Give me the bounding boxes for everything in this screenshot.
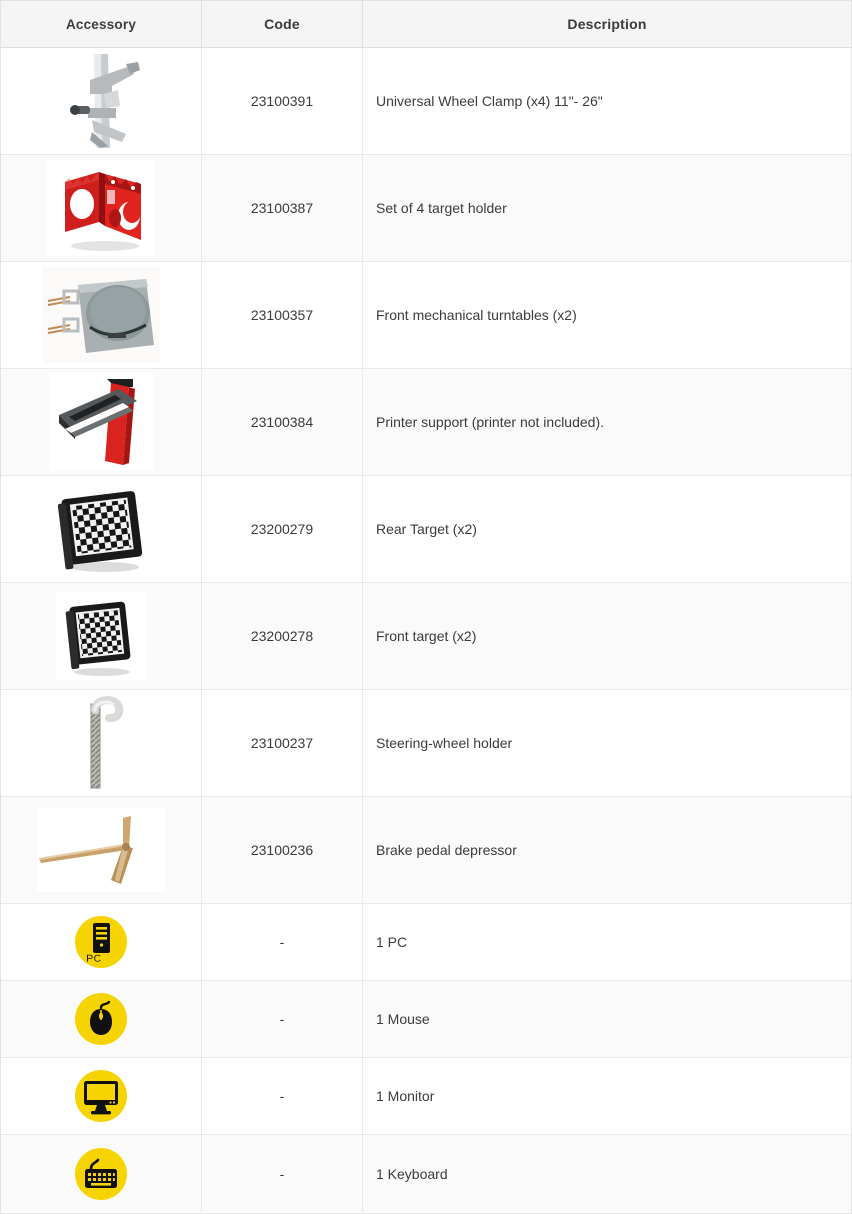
header-description: Description xyxy=(362,1,851,47)
accessory-cell xyxy=(1,797,201,903)
printer-support-photo xyxy=(49,373,153,471)
description-cell: Printer support (printer not included). xyxy=(362,369,851,475)
description-cell: 1 Keyboard xyxy=(362,1135,851,1212)
target-holder-photo xyxy=(47,160,155,256)
code-cell: 23100387 xyxy=(201,155,362,261)
code-cell: 23100236 xyxy=(201,797,362,903)
accessory-cell xyxy=(1,476,201,582)
keyboard-icon xyxy=(74,1147,128,1201)
turntable-photo xyxy=(42,267,160,363)
front-target-photo xyxy=(56,592,146,680)
description-cell: 1 Monitor xyxy=(362,1058,851,1134)
rear-target-photo xyxy=(49,483,153,575)
accessory-cell xyxy=(1,981,201,1057)
code-cell: - xyxy=(201,904,362,980)
pc-icon xyxy=(74,915,128,969)
table-row xyxy=(1,981,851,1058)
description-cell: 1 Mouse xyxy=(362,981,851,1057)
table-header-row xyxy=(1,1,851,48)
table-row xyxy=(1,369,851,476)
code-cell: 23100237 xyxy=(201,690,362,796)
code-cell: - xyxy=(201,1135,362,1212)
table-row xyxy=(1,797,851,904)
table-row xyxy=(1,583,851,690)
table-row xyxy=(1,1135,851,1212)
accessory-cell xyxy=(1,904,201,980)
code-cell: 23100384 xyxy=(201,369,362,475)
brake-depressor-photo xyxy=(37,808,165,892)
accessory-cell xyxy=(1,48,201,154)
description-cell: Set of 4 target holder xyxy=(362,155,851,261)
steering-holder-photo xyxy=(65,694,137,792)
monitor-icon xyxy=(74,1069,128,1123)
accessory-cell xyxy=(1,690,201,796)
accessory-cell xyxy=(1,1135,201,1212)
table-row xyxy=(1,1058,851,1135)
description-cell: Rear Target (x2) xyxy=(362,476,851,582)
header-code: Code xyxy=(201,1,362,47)
accessory-cell xyxy=(1,1058,201,1134)
description-cell: Steering-wheel holder xyxy=(362,690,851,796)
table-row xyxy=(1,476,851,583)
header-accessory: Accessory xyxy=(65,16,137,32)
description-cell: Brake pedal depressor xyxy=(362,797,851,903)
code-cell: 23100391 xyxy=(201,48,362,154)
code-cell: 23200278 xyxy=(201,583,362,689)
code-cell: 23100357 xyxy=(201,262,362,368)
table-row xyxy=(1,904,851,981)
table-row xyxy=(1,262,851,369)
description-cell: Universal Wheel Clamp (x4) 11"- 26" xyxy=(362,48,851,154)
accessory-cell xyxy=(1,369,201,475)
description-cell: Front mechanical turntables (x2) xyxy=(362,262,851,368)
accessory-cell xyxy=(1,262,201,368)
table-row xyxy=(1,155,851,262)
accessory-cell xyxy=(1,583,201,689)
description-cell: Front target (x2) xyxy=(362,583,851,689)
table-row xyxy=(1,48,851,155)
code-cell: - xyxy=(201,1058,362,1134)
mouse-icon xyxy=(74,992,128,1046)
description-cell: 1 PC xyxy=(362,904,851,980)
pc-badge-label: PC xyxy=(86,953,102,965)
code-cell: - xyxy=(201,981,362,1057)
table-row xyxy=(1,690,851,797)
code-cell: 23200279 xyxy=(201,476,362,582)
accessory-cell xyxy=(1,155,201,261)
wheel-clamp-photo xyxy=(42,50,160,152)
